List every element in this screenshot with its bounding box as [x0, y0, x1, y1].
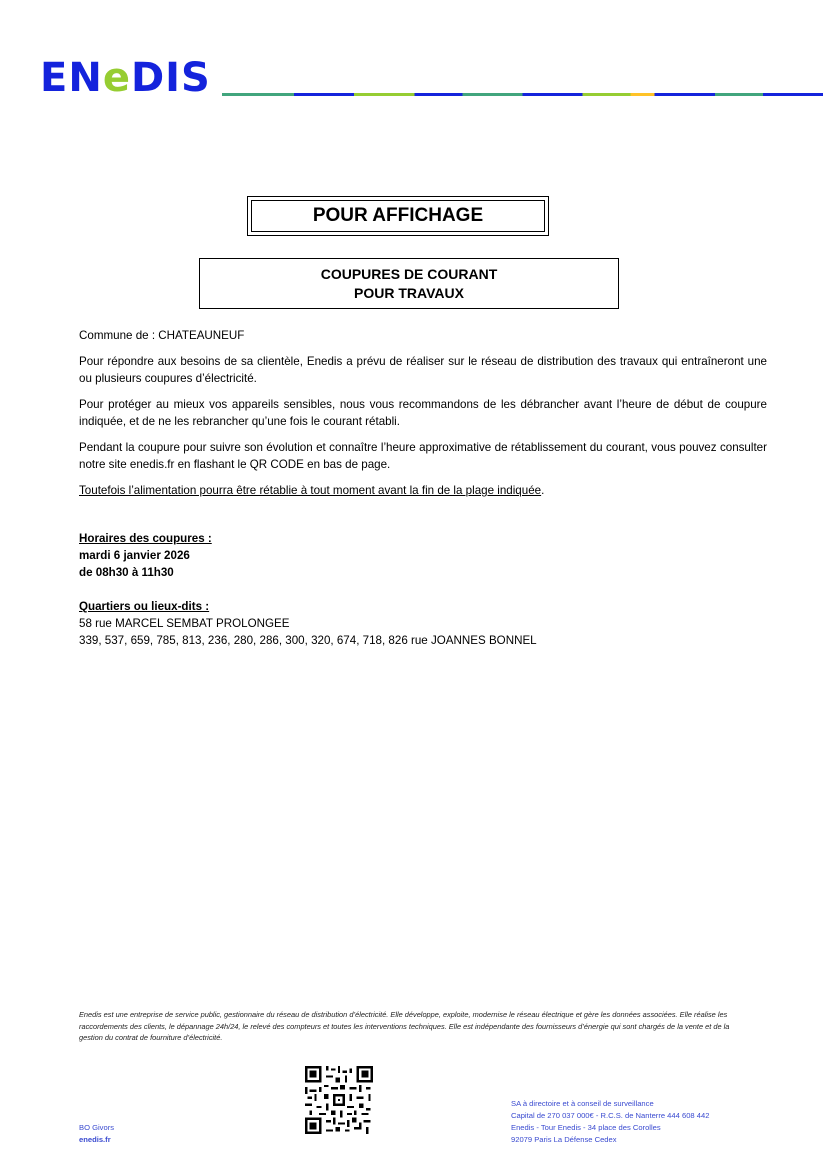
notice-line	[79, 482, 767, 499]
title-box	[247, 196, 549, 236]
header-divider	[222, 93, 823, 96]
subtitle-line-2: POUR TRAVAUX	[354, 284, 464, 301]
schedule-time: de 08h30 à 11h30	[79, 566, 174, 579]
logo-text-2: e	[102, 55, 131, 101]
schedule-date: mardi 6 janvier 2026	[79, 549, 190, 562]
subtitle-line-1: COUPURES DE COURANT	[320, 265, 498, 282]
schedule-section	[79, 530, 779, 581]
notice-underlined: Toutefois l’alimentation pourra être rétablie à tout moment avant la fin de la plage indiquée	[79, 484, 542, 497]
page-title: POUR AFFICHAGE	[251, 200, 545, 232]
footer-info-line: Enedis - Tour Enedis - 34 place des Corolles	[511, 1123, 661, 1132]
schedule-heading: Horaires des coupures :	[79, 532, 212, 545]
footer-info-line: SA à directoire et à conseil de surveillance	[511, 1099, 654, 1108]
location-item: 339, 537, 659, 785, 813, 236, 280, 286, 300, 320, 674, 718, 826 rue JOANNES BONNEL	[79, 634, 537, 647]
footer-info-line: 92079 Paris La Défense Cedex	[511, 1135, 617, 1144]
enedis-logo	[40, 56, 211, 100]
locations-heading: Quartiers ou lieux-dits :	[79, 600, 210, 613]
paragraph-3: Pendant la coupure pour suivre son évolution et connaître l’heure approximative de rétablissement du courant, vous pouvez consulter notre site enedis.fr en flashant le QR CODE en bas de page.	[79, 441, 767, 471]
footer-website-link[interactable]: enedis.fr	[79, 1135, 111, 1144]
footer-company-info	[511, 1098, 709, 1146]
footer-legal-text: Enedis est une entreprise de service public, gestionnaire du réseau de distribution d’électricité. Elle développe, exploite, modernise le réseau électrique et gère les données associées. Elle réalise les raccordements des clients, le dépannage 24h/24, le relevé des compteurs et toutes les interventions techniques. Elle est indépendante des fournisseurs d’énergie qui sont chargés de la vente et de la gestion du contrat de fourniture d’électricité.	[79, 1010, 730, 1042]
logo-text-3: DIS	[130, 55, 211, 101]
subtitle-box	[199, 258, 619, 309]
notice-body	[79, 327, 767, 508]
paragraph-1: Pour répondre aux besoins de sa clientèle, Enedis a prévu de réaliser sur le réseau de distribution des travaux qui entraîneront une ou plusieurs coupures d’électricité.	[79, 355, 767, 385]
commune-line: Commune de : CHATEAUNEUF	[79, 329, 245, 342]
locations-section	[79, 598, 779, 649]
paragraph-2: Pour protéger au mieux vos appareils sensibles, nous vous recommandons de les débrancher avant l’heure de début de coupure indiquée, et de ne les rebrancher qu’une fois le courant rétabli.	[79, 398, 767, 428]
logo-text-1: EN	[40, 55, 103, 101]
location-item: 58 rue MARCEL SEMBAT PROLONGEE	[79, 617, 290, 630]
footer-office: BO Givors	[79, 1123, 115, 1132]
footer-left	[79, 1122, 114, 1146]
qr-code-icon[interactable]	[305, 1066, 373, 1134]
footer-info-line: Capital de 270 037 000€ - R.C.S. de Nanterre 444 608 442	[511, 1111, 710, 1120]
notice-period: .	[541, 484, 545, 497]
